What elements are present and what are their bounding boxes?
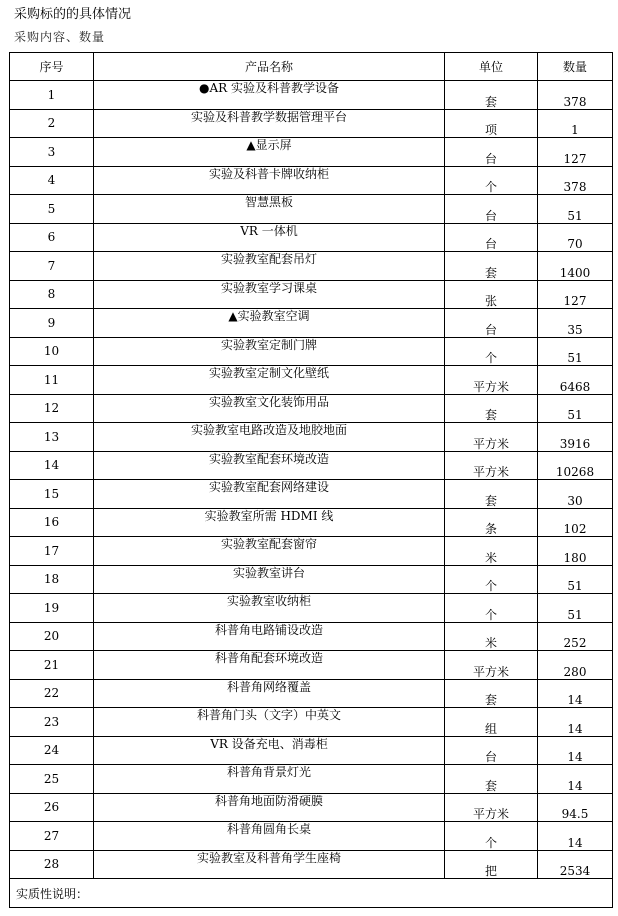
quantity-cell: 35 bbox=[538, 309, 613, 338]
product-name-cell: 实验教室电路改造及地胶地面 bbox=[94, 423, 445, 452]
table-row bbox=[10, 195, 613, 224]
unit-cell: 米 bbox=[445, 537, 538, 566]
table-row bbox=[10, 622, 613, 651]
unit-cell: 台 bbox=[445, 138, 538, 167]
unit-cell: 米 bbox=[445, 622, 538, 651]
quantity-cell: 30 bbox=[538, 480, 613, 509]
table-row bbox=[10, 451, 613, 480]
table-header bbox=[10, 53, 613, 81]
unit-cell: 项 bbox=[445, 109, 538, 138]
table-row bbox=[10, 138, 613, 167]
substantive-note: 实质性说明： bbox=[10, 879, 613, 908]
procurement-table bbox=[9, 52, 613, 908]
quantity-cell: 10268 bbox=[538, 451, 613, 480]
header-row bbox=[10, 53, 613, 81]
unit-cell: 套 bbox=[445, 252, 538, 281]
column-header-quantity: 数量 bbox=[538, 53, 613, 81]
table-row bbox=[10, 423, 613, 452]
quantity-cell: 127 bbox=[538, 280, 613, 309]
unit-cell: 条 bbox=[445, 508, 538, 537]
quantity-cell: 280 bbox=[538, 651, 613, 680]
column-header-product-name: 产品名称 bbox=[94, 53, 445, 81]
quantity-cell: 378 bbox=[538, 81, 613, 110]
table-row bbox=[10, 793, 613, 822]
table-row bbox=[10, 508, 613, 537]
product-name-cell: VR 设备充电、消毒柜 bbox=[94, 736, 445, 765]
product-name-cell: 实验教室讲台 bbox=[94, 565, 445, 594]
table-row bbox=[10, 736, 613, 765]
row-index-cell: 9 bbox=[10, 309, 94, 338]
table-row bbox=[10, 81, 613, 110]
product-name-cell: 科普角背景灯光 bbox=[94, 765, 445, 794]
table-row bbox=[10, 309, 613, 338]
row-index-cell: 4 bbox=[10, 166, 94, 195]
row-index-cell: 19 bbox=[10, 594, 94, 623]
unit-cell: 个 bbox=[445, 594, 538, 623]
row-index-cell: 23 bbox=[10, 708, 94, 737]
quantity-cell: 102 bbox=[538, 508, 613, 537]
column-header-index: 序号 bbox=[10, 53, 94, 81]
unit-cell: 台 bbox=[445, 736, 538, 765]
table-row bbox=[10, 166, 613, 195]
table-row bbox=[10, 480, 613, 509]
quantity-cell: 14 bbox=[538, 736, 613, 765]
section-subheading: 采购内容、数量 bbox=[14, 30, 106, 44]
unit-cell: 台 bbox=[445, 223, 538, 252]
table-row bbox=[10, 850, 613, 879]
unit-cell: 个 bbox=[445, 565, 538, 594]
unit-cell: 个 bbox=[445, 822, 538, 851]
quantity-cell: 14 bbox=[538, 679, 613, 708]
product-name-cell: ●AR 实验及科普教学设备 bbox=[94, 81, 445, 110]
quantity-cell: 51 bbox=[538, 565, 613, 594]
row-index-cell: 27 bbox=[10, 822, 94, 851]
table-row bbox=[10, 765, 613, 794]
table-row bbox=[10, 394, 613, 423]
section-heading: 采购标的的具体情况 bbox=[14, 7, 132, 22]
table-row bbox=[10, 109, 613, 138]
column-header-unit: 单位 bbox=[445, 53, 538, 81]
row-index-cell: 12 bbox=[10, 394, 94, 423]
row-index-cell: 11 bbox=[10, 366, 94, 395]
quantity-cell: 3916 bbox=[538, 423, 613, 452]
row-index-cell: 17 bbox=[10, 537, 94, 566]
table-row bbox=[10, 337, 613, 366]
product-name-cell: 实验教室学习课桌 bbox=[94, 280, 445, 309]
row-index-cell: 15 bbox=[10, 480, 94, 509]
row-index-cell: 3 bbox=[10, 138, 94, 167]
product-name-cell: VR 一体机 bbox=[94, 223, 445, 252]
table-row bbox=[10, 223, 613, 252]
product-name-cell: 科普角配套环境改造 bbox=[94, 651, 445, 680]
row-index-cell: 20 bbox=[10, 622, 94, 651]
row-index-cell: 5 bbox=[10, 195, 94, 224]
row-index-cell: 1 bbox=[10, 81, 94, 110]
product-name-cell: 科普角电路铺设改造 bbox=[94, 622, 445, 651]
product-name-cell: 智慧黑板 bbox=[94, 195, 445, 224]
row-index-cell: 2 bbox=[10, 109, 94, 138]
table-row bbox=[10, 708, 613, 737]
unit-cell: 张 bbox=[445, 280, 538, 309]
row-index-cell: 8 bbox=[10, 280, 94, 309]
table-row bbox=[10, 366, 613, 395]
product-name-cell: 实验及科普教学数据管理平台 bbox=[94, 109, 445, 138]
quantity-cell: 14 bbox=[538, 822, 613, 851]
table-row bbox=[10, 594, 613, 623]
quantity-cell: 51 bbox=[538, 394, 613, 423]
quantity-cell: 51 bbox=[538, 594, 613, 623]
quantity-cell: 94.5 bbox=[538, 793, 613, 822]
table-body bbox=[10, 81, 613, 879]
unit-cell: 平方米 bbox=[445, 423, 538, 452]
table-row bbox=[10, 565, 613, 594]
unit-cell: 套 bbox=[445, 394, 538, 423]
quantity-cell: 180 bbox=[538, 537, 613, 566]
product-name-cell: 实验及科普卡牌收纳柜 bbox=[94, 166, 445, 195]
quantity-cell: 51 bbox=[538, 195, 613, 224]
row-index-cell: 21 bbox=[10, 651, 94, 680]
row-index-cell: 18 bbox=[10, 565, 94, 594]
unit-cell: 套 bbox=[445, 81, 538, 110]
table-row bbox=[10, 679, 613, 708]
product-name-cell: 实验教室配套吊灯 bbox=[94, 252, 445, 281]
product-name-cell: 实验教室收纳柜 bbox=[94, 594, 445, 623]
unit-cell: 台 bbox=[445, 309, 538, 338]
unit-cell: 个 bbox=[445, 337, 538, 366]
product-name-cell: 实验教室定制文化壁纸 bbox=[94, 366, 445, 395]
row-index-cell: 25 bbox=[10, 765, 94, 794]
row-index-cell: 24 bbox=[10, 736, 94, 765]
note-row bbox=[10, 879, 613, 908]
unit-cell: 套 bbox=[445, 480, 538, 509]
row-index-cell: 28 bbox=[10, 850, 94, 879]
quantity-cell: 14 bbox=[538, 765, 613, 794]
product-name-cell: 实验教室及科普角学生座椅 bbox=[94, 850, 445, 879]
row-index-cell: 13 bbox=[10, 423, 94, 452]
table-row bbox=[10, 822, 613, 851]
quantity-cell: 70 bbox=[538, 223, 613, 252]
unit-cell: 套 bbox=[445, 765, 538, 794]
row-index-cell: 10 bbox=[10, 337, 94, 366]
product-name-cell: 实验教室所需 HDMI 线 bbox=[94, 508, 445, 537]
table-row bbox=[10, 651, 613, 680]
unit-cell: 平方米 bbox=[445, 366, 538, 395]
row-index-cell: 26 bbox=[10, 793, 94, 822]
unit-cell: 套 bbox=[445, 679, 538, 708]
quantity-cell: 127 bbox=[538, 138, 613, 167]
quantity-cell: 252 bbox=[538, 622, 613, 651]
product-name-cell: 实验教室配套环境改造 bbox=[94, 451, 445, 480]
unit-cell: 个 bbox=[445, 166, 538, 195]
row-index-cell: 16 bbox=[10, 508, 94, 537]
product-name-cell: ▲实验教室空调 bbox=[94, 309, 445, 338]
product-name-cell: 科普角地面防滑硬膜 bbox=[94, 793, 445, 822]
quantity-cell: 378 bbox=[538, 166, 613, 195]
quantity-cell: 2534 bbox=[538, 850, 613, 879]
unit-cell: 平方米 bbox=[445, 793, 538, 822]
quantity-cell: 1400 bbox=[538, 252, 613, 281]
table-row bbox=[10, 537, 613, 566]
quantity-cell: 6468 bbox=[538, 366, 613, 395]
product-name-cell: 实验教室定制门牌 bbox=[94, 337, 445, 366]
row-index-cell: 22 bbox=[10, 679, 94, 708]
product-name-cell: 实验教室配套窗帘 bbox=[94, 537, 445, 566]
product-name-cell: 科普角门头（文字）中英文 bbox=[94, 708, 445, 737]
unit-cell: 把 bbox=[445, 850, 538, 879]
unit-cell: 平方米 bbox=[445, 651, 538, 680]
unit-cell: 组 bbox=[445, 708, 538, 737]
row-index-cell: 7 bbox=[10, 252, 94, 281]
quantity-cell: 14 bbox=[538, 708, 613, 737]
unit-cell: 台 bbox=[445, 195, 538, 224]
product-name-cell: 科普角网络覆盖 bbox=[94, 679, 445, 708]
product-name-cell: 实验教室配套网络建设 bbox=[94, 480, 445, 509]
quantity-cell: 51 bbox=[538, 337, 613, 366]
unit-cell: 平方米 bbox=[445, 451, 538, 480]
table-row bbox=[10, 280, 613, 309]
product-name-cell: 实验教室文化装饰用品 bbox=[94, 394, 445, 423]
product-name-cell: 科普角圆角长桌 bbox=[94, 822, 445, 851]
product-name-cell: ▲显示屏 bbox=[94, 138, 445, 167]
table-row bbox=[10, 252, 613, 281]
quantity-cell: 1 bbox=[538, 109, 613, 138]
row-index-cell: 14 bbox=[10, 451, 94, 480]
row-index-cell: 6 bbox=[10, 223, 94, 252]
